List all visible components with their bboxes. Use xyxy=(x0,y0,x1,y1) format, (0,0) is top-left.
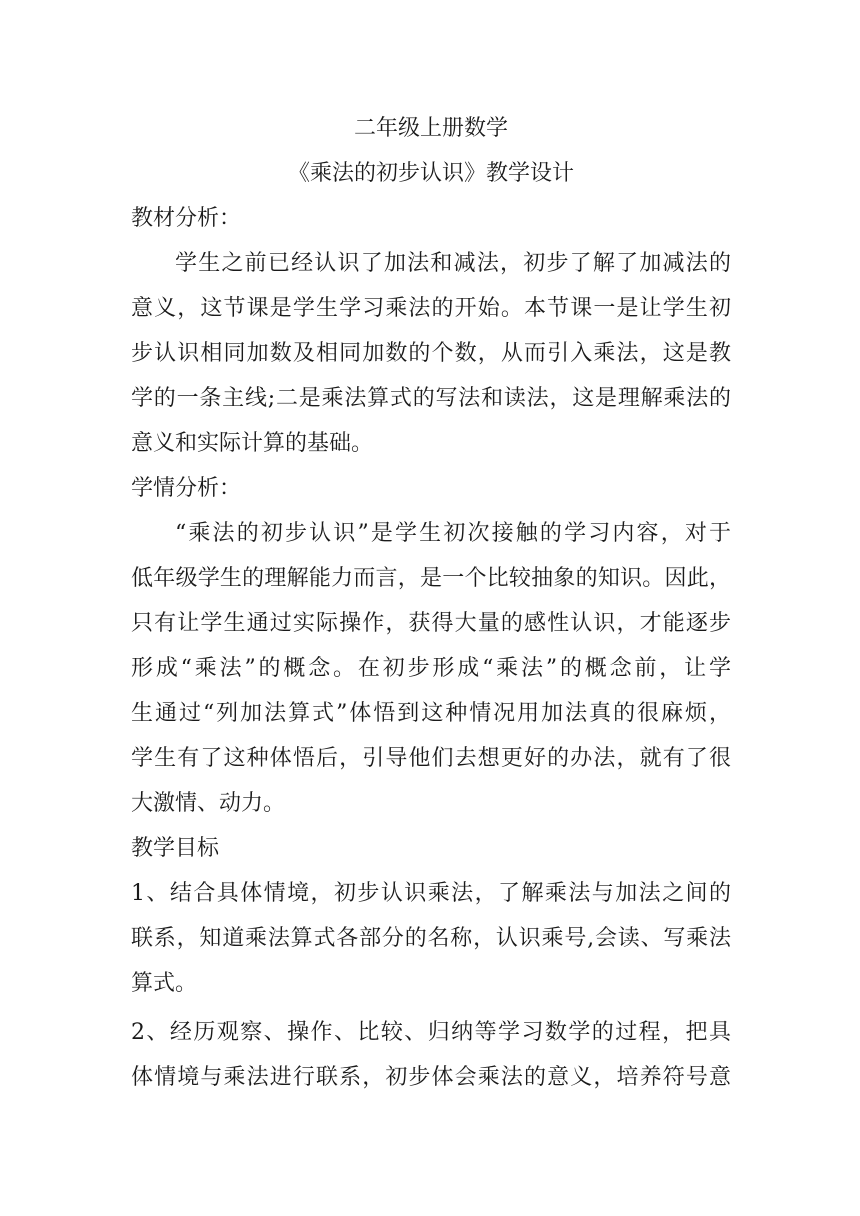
section-heading-learning-analysis: 学情分析： xyxy=(131,476,242,501)
document-subtitle: 《乘法的初步认识》教学设计 xyxy=(287,161,574,186)
paragraph-line: 算式。 xyxy=(131,971,198,996)
paragraph-textbook-analysis xyxy=(131,241,731,466)
paragraph-line: 大激情、动力。 xyxy=(131,791,286,816)
paragraph-line: 形成“乘法”的概念。在初步形成“乘法”的概念前，让学 xyxy=(131,656,731,681)
paragraph-line: “乘法的初步认识”是学生初次接触的学习内容，对于 xyxy=(175,521,731,546)
paragraph-line: 1、结合具体情境，初步认识乘法，了解乘法与加法之间的 xyxy=(131,881,731,906)
paragraph-learning-analysis xyxy=(131,511,731,826)
objective-item-1 xyxy=(131,871,731,1006)
paragraph-line: 只有让学生通过实际操作，获得大量的感性认识，才能逐步 xyxy=(131,611,731,636)
paragraph-line: 联系，知道乘法算式各部分的名称，认识乘号,会读、写乘法 xyxy=(131,926,731,951)
section-heading-textbook-analysis: 教材分析： xyxy=(131,206,242,231)
paragraph-line: 学生之前已经认识了加法和减法，初步了解了加减法的 xyxy=(175,251,731,276)
section-heading-objectives: 教学目标 xyxy=(131,836,220,861)
paragraph-line: 步认识相同加数及相同加数的个数，从而引入乘法，这是教 xyxy=(131,341,731,366)
document-title: 二年级上册数学 xyxy=(353,116,508,141)
paragraph-line: 意义，这节课是学生学习乘法的开始。本节课一是让学生初 xyxy=(131,296,731,321)
paragraph-line: 低年级学生的理解能力而言，是一个比较抽象的知识。因此， xyxy=(131,566,731,591)
paragraph-line: 2、经历观察、操作、比较、归纳等学习数学的过程，把具 xyxy=(131,1020,731,1045)
document-page xyxy=(131,106,731,1100)
paragraph-line: 生通过“列加法算式”体悟到这种情况用加法真的很麻烦， xyxy=(131,701,731,726)
paragraph-line: 体情境与乘法进行联系，初步体会乘法的意义，培养符号意 xyxy=(131,1065,731,1090)
paragraph-line: 意义和实际计算的基础。 xyxy=(131,431,374,456)
objective-item-2 xyxy=(131,1010,731,1100)
paragraph-line: 学的一条主线;二是乘法算式的写法和读法，这是理解乘法的 xyxy=(131,386,731,411)
paragraph-line: 学生有了这种体悟后，引导他们去想更好的办法，就有了很 xyxy=(131,746,731,771)
